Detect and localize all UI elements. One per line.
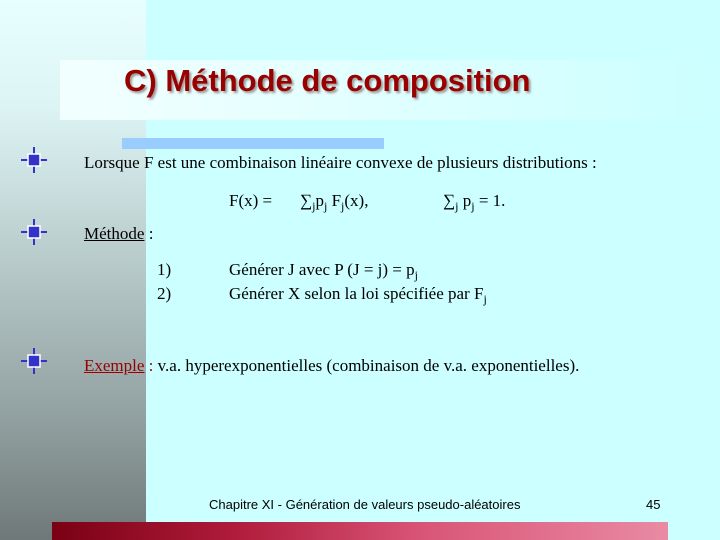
formula-lhs: F(x) = <box>229 191 273 210</box>
formula-sum-weights: $\sum_j$ $p_j = 1$. <box>443 191 506 213</box>
footer-bar <box>52 522 668 540</box>
step-number: 2) <box>157 284 172 303</box>
intro-text: Lorsque F est une combinaison linéaire convexe de plusieurs distributions : <box>84 153 597 172</box>
footer-text: Chapitre XI - Génération de valeurs pseudo-aléatoires <box>209 497 521 512</box>
diamond-bullet-icon <box>20 218 48 246</box>
page-number: 45 <box>646 497 661 512</box>
example-text: v.a. hyperexponentielles (combinaison de v.a. exponentielles). <box>157 356 580 375</box>
example-line: Exemple : v.a. hyperexponentielles (combinaison de v.a. exponentielles). <box>84 356 580 375</box>
diamond-bullet-icon <box>20 347 48 375</box>
method-heading: Méthode : <box>84 224 154 243</box>
title-rule <box>122 138 384 149</box>
formula-sum-weighted: $\sum_jp_j$ $F_j(x)$, <box>300 191 369 213</box>
step-text: Générer J avec P $(J = j) = p_j$ <box>229 260 418 282</box>
step-number: 1) <box>157 260 172 279</box>
step-text: Générer X selon la loi spécifiée par $F_j$ <box>229 284 487 306</box>
diamond-bullet-icon <box>20 146 48 174</box>
slide-title: C) Méthode de composition <box>124 63 531 98</box>
example-label: Exemple <box>84 356 145 375</box>
